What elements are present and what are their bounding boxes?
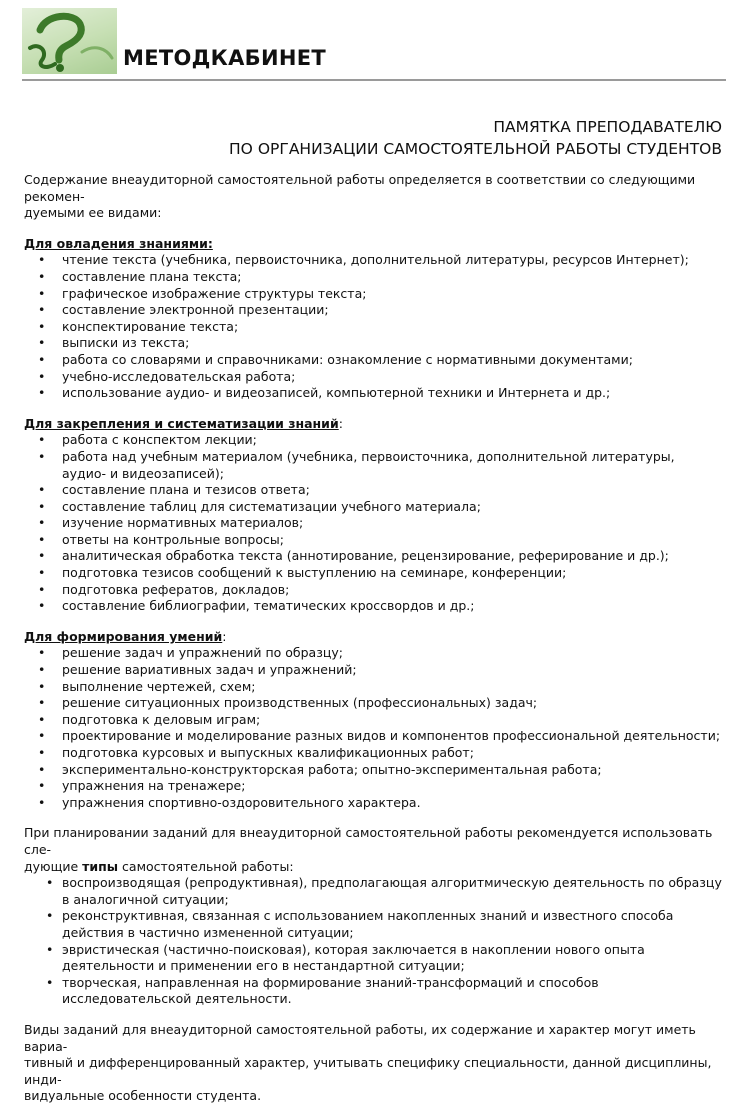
page-header xyxy=(22,8,726,80)
list-item: • учебно-исследовательская работа; xyxy=(24,369,722,386)
document-body xyxy=(24,172,722,1105)
title-line-1: ПАМЯТКА ПРЕПОДАВАТЕЛЮ xyxy=(493,118,722,136)
list-item: • составление библиографии, тематических кроссвордов и др.; xyxy=(24,598,722,615)
planning-line-2 xyxy=(24,859,722,876)
list-item: • решение вариативных задач и упражнений; xyxy=(24,662,722,679)
list-skills xyxy=(24,645,722,811)
intro-line-1: Содержание внеаудиторной самостоятельной работы определяется в соответствии со следующими рекомен- xyxy=(24,172,696,204)
closing-line-2: тивный и дифференцированный характер, учитывать специфику специальности, данной дисциплины, инди- xyxy=(24,1055,712,1087)
list-item: • реконструктивная, связанная с использованием накопленных знаний и известного способа действия в частично измененной ситуации; xyxy=(24,908,722,941)
planning-bold-word: типы xyxy=(82,858,119,874)
list-item: • составление электронной презентации; xyxy=(24,302,722,319)
list-item: • работа над учебным материалом (учебника, первоисточника, дополнительной литературы, аудио- и видеозаписей); xyxy=(24,449,722,482)
question-mark-logo-icon xyxy=(22,8,117,74)
list-item: • эвристическая (частично-поисковая), которая заключается в накоплении нового опыта деятельности и применении его в нестандартной ситуации; xyxy=(24,942,722,975)
intro-line-2: дуемыми ее видами: xyxy=(24,205,162,221)
title-line-2: ПО ОРГАНИЗАЦИИ САМОСТОЯТЕЛЬНОЙ РАБОТЫ СТУДЕНТОВ xyxy=(229,140,722,158)
list-item: • проектирование и моделирование разных видов и компонентов профессиональной деятельности; xyxy=(24,728,722,745)
heading-text: Для овладения знаниями: xyxy=(24,235,213,251)
closing-line-3: видуальные особенности студента. xyxy=(24,1088,262,1104)
heading-colon: : xyxy=(222,628,227,644)
section-heading-consolidation xyxy=(24,416,722,433)
list-item: • изучение нормативных материалов; xyxy=(24,515,722,532)
list-knowledge xyxy=(24,252,722,401)
header-divider xyxy=(22,79,726,81)
section-heading-skills xyxy=(24,629,722,646)
section-heading-knowledge xyxy=(24,236,722,253)
list-item: • аналитическая обработка текста (аннотирование, рецензирование, реферирование и др.); xyxy=(24,548,722,565)
list-item: • подготовка к деловым играм; xyxy=(24,712,722,729)
list-item: • подготовка рефератов, докладов; xyxy=(24,582,722,599)
closing-line-1: Виды заданий для внеаудиторной самостоятельной работы, их содержание и характер могут иметь вариа- xyxy=(24,1021,696,1054)
list-item: • составление таблиц для систематизации учебного материала; xyxy=(24,499,722,516)
page-title xyxy=(229,116,722,160)
list-item: • ответы на контрольные вопросы; xyxy=(24,532,722,549)
list-item: • конспектирование текста; xyxy=(24,319,722,336)
list-item: • экспериментально-конструкторская работа; опытно-экспериментальная работа; xyxy=(24,762,722,779)
heading-text: Для формирования умений xyxy=(24,628,223,644)
list-item: • упражнения на тренажере; xyxy=(24,778,722,795)
list-item: • составление плана и тезисов ответа; xyxy=(24,482,722,499)
list-item: • подготовка тезисов сообщений к выступлению на семинаре, конференции; xyxy=(24,565,722,582)
heading-text: Для закрепления и систематизации знаний xyxy=(24,415,339,431)
list-item: • чтение текста (учебника, первоисточника, дополнительной литературы, ресурсов Интернет); xyxy=(24,252,722,269)
brand-title: МЕТОДКАБИНЕТ xyxy=(123,46,326,70)
list-item: • воспроизводящая (репродуктивная), предполагающая алгоритмическую деятельность по образцу в аналогичной ситуации; xyxy=(24,875,722,908)
list-item: • решение задач и упражнений по образцу; xyxy=(24,645,722,662)
planning-text: дующие xyxy=(24,858,83,874)
list-item: • выписки из текста; xyxy=(24,335,722,352)
planning-line-1: При планировании заданий для внеаудиторной самостоятельной работы рекомендуется использовать сле- xyxy=(24,825,713,857)
list-item: • упражнения спортивно-оздоровительного характера. xyxy=(24,795,722,812)
list-item: • работа с конспектом лекции; xyxy=(24,432,722,449)
list-work-types xyxy=(24,875,722,1008)
list-item: • решение ситуационных производственных (профессиональных) задач; xyxy=(24,695,722,712)
list-item: • выполнение чертежей, схем; xyxy=(24,679,722,696)
heading-colon: : xyxy=(338,415,343,431)
list-item: • работа со словарями и справочниками: ознакомление с нормативными документами; xyxy=(24,352,722,369)
list-item: • подготовка курсовых и выпускных квалификационных работ; xyxy=(24,745,722,762)
planning-text: самостоятельной работы: xyxy=(118,858,294,874)
list-item: • творческая, направленная на формирование знаний-трансформаций и способов исследовательской деятельности. xyxy=(24,975,722,1008)
list-item: • использование аудио- и видеозаписей, компьютерной техники и Интернета и др.; xyxy=(24,385,722,402)
list-consolidation xyxy=(24,432,722,615)
list-item: • графическое изображение структуры текста; xyxy=(24,286,722,303)
list-item: • составление плана текста; xyxy=(24,269,722,286)
